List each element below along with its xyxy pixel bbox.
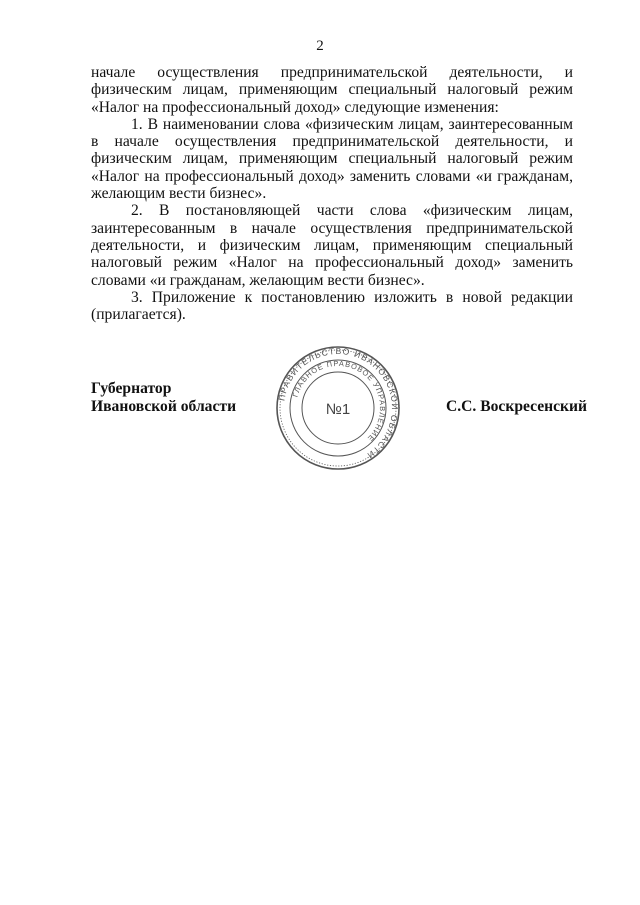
paragraph-intro: начале осуществления предпринимательской деятельности, и физическим лицам, применяющим специальный налоговый режим «Налог на профессиональный доход» следующие изменения: (91, 64, 573, 116)
paragraph-item-1: 1. В наименовании слова «физическим лицам, заинтересованным в начале осуществления предпринимательской деятельности, и физическим лицам, применяющим специальный налоговый режим «Налог на профессиональный доход» заменить словами «и гражданам, желающим вести бизнес». (91, 115, 573, 203)
page-number: 2 (316, 38, 324, 54)
signatory-position (91, 380, 236, 416)
signatory-position-line2: Ивановской области (91, 398, 237, 415)
paragraph-item-3: 3. Приложение к постановлению изложить в новой редакции (прилагается). (91, 288, 573, 324)
stamp-number: №1 (325, 401, 351, 418)
stamp-inner-text: ГЛАВНОЕ ПРАВОВОЕ УПРАВЛЕНИЕ (290, 358, 388, 444)
signature-block (91, 345, 587, 498)
signatory-name: С.С. Воскресенский (446, 398, 587, 415)
paragraph-item-2: 2. В постановляющей части слова «физическим лицам, заинтересованным в начале осуществления предпринимательской деятельности, и физическим лицам, применяющим специальный налоговый режим «Налог на профессиональный доход» заменить словами «и гражданам, желающим вести бизнес». (91, 202, 573, 289)
stamp-outer-text: ПРАВИТЕЛЬСТВО ИВАНОВСКОЙ ОБЛАСТИ (276, 345, 401, 462)
signatory-position-line1: Губернатор (91, 380, 172, 397)
document-body (91, 64, 573, 323)
official-stamp (275, 345, 401, 471)
